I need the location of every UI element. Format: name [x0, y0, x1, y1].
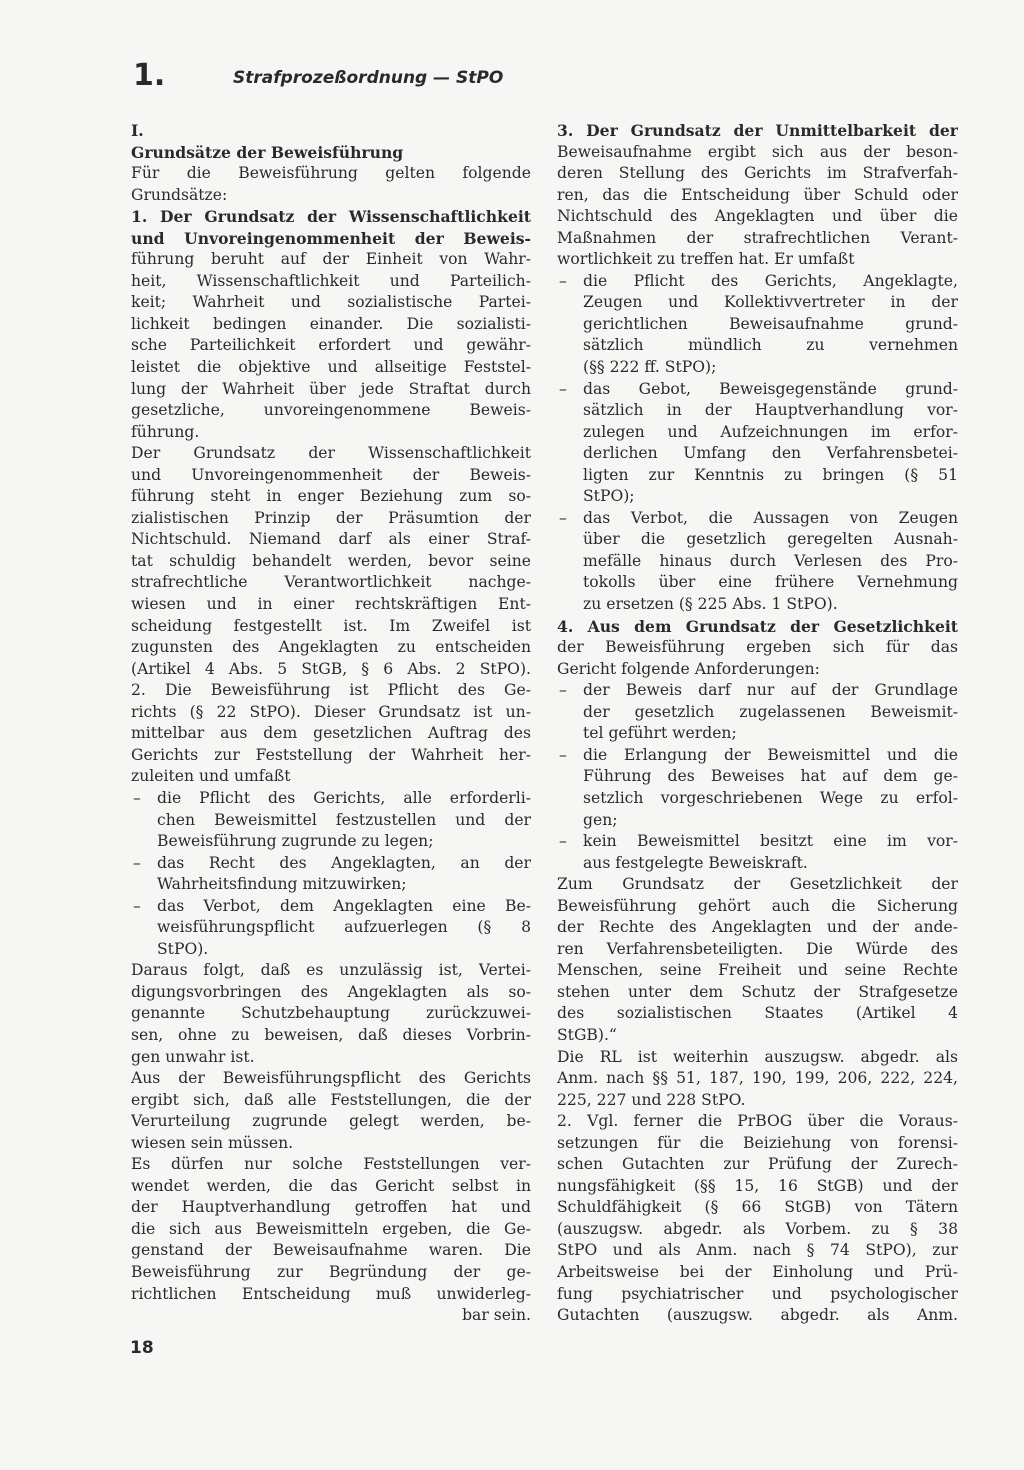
text-line: 4. Aus dem Grundsatz der Gesetzlichkeit [557, 616, 958, 636]
text-line: schen Gutachten zur Prüfung der Zurech- [557, 1155, 958, 1174]
text-line: tat schuldig behandelt werden, bevor seine [131, 551, 531, 570]
text-line: Beweisführung gehört auch die Sicherung [557, 896, 958, 915]
text-line: tokolls über eine frühere Vernehmung [583, 573, 958, 592]
text-line: lichkeit bedingen einander. Die sozialisti- [131, 314, 531, 333]
chapter-title: Strafprozeßordnung — StPO [233, 68, 504, 88]
text-line: sche Parteilichkeit erfordert und gewähr- [131, 336, 531, 355]
list-item: – kein Beweismittel besitzt eine im vor- [557, 831, 958, 853]
text-line: gen unwahr ist. [131, 1047, 255, 1066]
text-line: strafrechtliche Verantwortlichkeit nachge- [131, 573, 531, 592]
text-line: (auszugsw. abgedr. als Vorbem. zu § 38 [557, 1219, 958, 1238]
text-line: der Rechte des Angeklagten und der ande- [557, 918, 958, 937]
text-line: setzungen für die Beiziehung von forensi- [557, 1133, 958, 1152]
list-item: – das Verbot, dem Angeklagten eine Be- [131, 896, 531, 918]
text-line: Aus der Beweisführungspflicht des Gerichts [131, 1069, 531, 1088]
text-line: (§§ 222 ff. StPO); [583, 358, 717, 377]
text-line: ligten zur Kenntnis zu bringen (§ 51 [583, 465, 958, 484]
text-line: 2. Vgl. ferner die PrBOG über die Voraus- [557, 1112, 958, 1131]
text-line: führung steht in enger Beziehung zum so- [131, 487, 531, 506]
text-line: 3. Der Grundsatz der Unmittelbarkeit der [557, 121, 958, 140]
text-line: zulegen und Aufzeichnungen im erfor- [583, 422, 958, 441]
text-line: der Hauptverhandlung getroffen hat und [131, 1198, 531, 1217]
text-line: bar sein. [462, 1306, 531, 1325]
text-line: heit, Wissenschaftlichkeit und Parteilich- [131, 271, 531, 290]
text-line: des sozialistischen Staates (Artikel 4 [557, 1004, 958, 1023]
text-line: Beweisaufnahme ergibt sich aus der beson- [557, 142, 958, 161]
text-line: (Artikel 4 Abs. 5 StGB, § 6 Abs. 2 StPO). [131, 659, 531, 678]
text-line: zuleiten und umfaßt [131, 767, 291, 786]
list-item: – der Beweis darf nur auf der Grundlage [557, 680, 958, 702]
text-line: Zum Grundsatz der Gesetzlichkeit der [557, 875, 958, 894]
text-line: ren Verfahrensbeteiligten. Die Würde des [557, 939, 958, 958]
list-item: – das Gebot, Beweisgegenstände grund- [557, 379, 958, 401]
text-line: führung. [131, 422, 200, 441]
text-line: gerichtlichen Beweisaufnahme grund- [583, 314, 958, 333]
text-line: aus festgelegte Beweiskraft. [583, 853, 808, 872]
text-line: ren, das die Entscheidung über Schuld oder [557, 185, 958, 204]
text-line: Führung des Beweises hat auf dem ge- [583, 767, 958, 786]
text-line: sätzlich mündlich zu vernehmen [583, 336, 958, 355]
text-line: zu ersetzen (§ 225 Abs. 1 StPO). [583, 595, 838, 614]
left-column [131, 120, 531, 1327]
section-heading: Grundsätze der Beweisführung [131, 142, 404, 162]
text-line: chen Beweismittel festzustellen und der [157, 810, 531, 829]
text-line: über die gesetzlich geregelten Ausnah- [583, 530, 958, 549]
text-line: und Unvoreingenommenheit der Beweis- [131, 228, 531, 248]
text-line: 1. Der Grundsatz der Wissenschaftlichkeit [131, 207, 531, 227]
text-line: StGB).“ [557, 1025, 617, 1044]
list-item: – die Pflicht des Gerichts, alle erforderli- [131, 788, 531, 810]
text-line: leistet die objektive und allseitige Feststel- [131, 358, 531, 377]
text-line: richts (§ 22 StPO). Dieser Grundsatz ist un- [131, 702, 531, 721]
text-line: Der Grundsatz der Wissenschaftlichkeit [131, 444, 531, 463]
text-line: tel geführt werden; [583, 724, 737, 743]
text-line: gen; [583, 810, 618, 829]
text-line: Nichtschuld des Angeklagten und über die [557, 207, 958, 226]
list-item: – das Recht des Angeklagten, an der [131, 853, 531, 875]
text-line: nungsfähigkeit (§§ 15, 16 StGB) und der [557, 1176, 958, 1195]
text-line: der gesetzlich zugelassenen Beweismit- [583, 702, 958, 721]
text-line: Verurteilung zugrunde gelegt werden, be- [131, 1112, 531, 1131]
text-line: Menschen, seine Freiheit und seine Rechte [557, 961, 958, 980]
section-numeral: I. [131, 121, 144, 140]
text-line: Daraus folgt, daß es unzulässig ist, Vertei- [131, 961, 531, 980]
text-line: die sich aus Beweismitteln ergeben, die Ge- [131, 1219, 531, 1238]
text-line: mefälle hinaus durch Verlesen des Pro- [583, 551, 958, 570]
text-line: StPO); [583, 487, 635, 506]
text-line: Gericht folgende Anforderungen: [557, 659, 820, 678]
chapter-number: 1. [133, 58, 166, 93]
text-line: fung psychiatrischer und psychologischer [557, 1284, 958, 1303]
list-item: – das Verbot, die Aussagen von Zeugen [557, 508, 958, 530]
text-line: weisführungspflicht aufzuerlegen (§ 8 [157, 918, 531, 937]
text-line: der Beweisführung ergeben sich für das [557, 638, 958, 657]
text-line: Schuldfähigkeit (§ 66 StGB) von Tätern [557, 1198, 958, 1217]
text-line: Die RL ist weiterhin auszugsw. abgedr. als [557, 1047, 958, 1066]
list-item: – die Pflicht des Gerichts, Angeklagte, [557, 271, 958, 293]
text-line: richtlichen Entscheidung muß unwiderleg- [131, 1284, 531, 1303]
text-line: Arbeitsweise bei der Einholung und Prü- [557, 1262, 958, 1281]
text-line: Anm. nach §§ 51, 187, 190, 199, 206, 222, 224, [557, 1069, 958, 1088]
text-line: Zeugen und Kollektivvertreter in der [583, 293, 958, 312]
list-item: – die Erlangung der Beweismittel und die [557, 745, 958, 767]
text-line: Wahrheitsfindung mitzuwirken; [157, 875, 407, 894]
text-line: zialistischen Prinzip der Präsumtion der [131, 508, 531, 527]
text-line: Gutachten (auszugsw. abgedr. als Anm. [557, 1306, 958, 1325]
text-line: Grundsätze: [131, 185, 228, 204]
text-line: genannte Schutzbehauptung zurückzuwei- [131, 1004, 531, 1023]
text-line: scheidung festgestellt ist. Im Zweifel ist [131, 616, 531, 635]
text-line: keit; Wahrheit und sozialistische Partei- [131, 293, 531, 312]
text-line: ergibt sich, daß alle Feststellungen, die der [131, 1090, 531, 1109]
text-line: wiesen sein müssen. [131, 1133, 294, 1152]
text-line: setzlich vorgeschriebenen Wege zu erfol- [583, 788, 958, 807]
text-line: und Unvoreingenommenheit der Beweis- [131, 465, 531, 484]
text-line: Es dürfen nur solche Feststellungen ver- [131, 1155, 531, 1174]
text-line: Beweisführung zugrunde zu legen; [157, 832, 434, 851]
text-line: führung beruht auf der Einheit von Wahr- [131, 250, 531, 269]
text-line: deren Stellung des Gerichts im Strafverfah- [557, 164, 958, 183]
text-line: Für die Beweisführung gelten folgende [131, 164, 531, 183]
text-line: 2. Die Beweisführung ist Pflicht des Ge- [131, 681, 531, 700]
text-line: Maßnahmen der strafrechtlichen Verant- [557, 228, 958, 247]
text-line: 225, 227 und 228 StPO. [557, 1090, 746, 1109]
text-line: derlichen Umfang den Verfahrensbetei- [583, 444, 958, 463]
text-line: lung der Wahrheit über jede Straftat durch [131, 379, 531, 398]
text-line: wortlichkeit zu treffen hat. Er umfaßt [557, 250, 855, 269]
text-line: zugunsten des Angeklagten zu entscheiden [131, 638, 531, 657]
text-line: genstand der Beweisaufnahme waren. Die [131, 1241, 531, 1260]
text-line: stehen unter dem Schutz der Strafgesetze [557, 982, 958, 1001]
text-line: sen, ohne zu beweisen, daß dieses Vorbrin- [131, 1025, 531, 1044]
text-line: Gerichts zur Feststellung der Wahrheit her- [131, 745, 531, 764]
text-line: gesetzliche, unvoreingenommene Beweis- [131, 401, 531, 420]
text-line: sätzlich in der Hauptverhandlung vor- [583, 401, 958, 420]
text-line: Beweisführung zur Begründung der ge- [131, 1262, 531, 1281]
text-line: digungsvorbringen des Angeklagten als so- [131, 982, 531, 1001]
text-line: StPO). [157, 939, 209, 958]
right-column [557, 120, 958, 1327]
text-line: mittelbar aus dem gesetzlichen Auftrag des [131, 724, 531, 743]
text-line: wendet werden, die das Gericht selbst in [131, 1176, 531, 1195]
page-number: 18 [130, 1338, 154, 1358]
text-line: Nichtschuld. Niemand darf als einer Straf- [131, 530, 531, 549]
text-line: wiesen und in einer rechtskräftigen Ent- [131, 595, 531, 614]
text-line: StPO und als Anm. nach § 74 StPO), zur [557, 1241, 958, 1260]
